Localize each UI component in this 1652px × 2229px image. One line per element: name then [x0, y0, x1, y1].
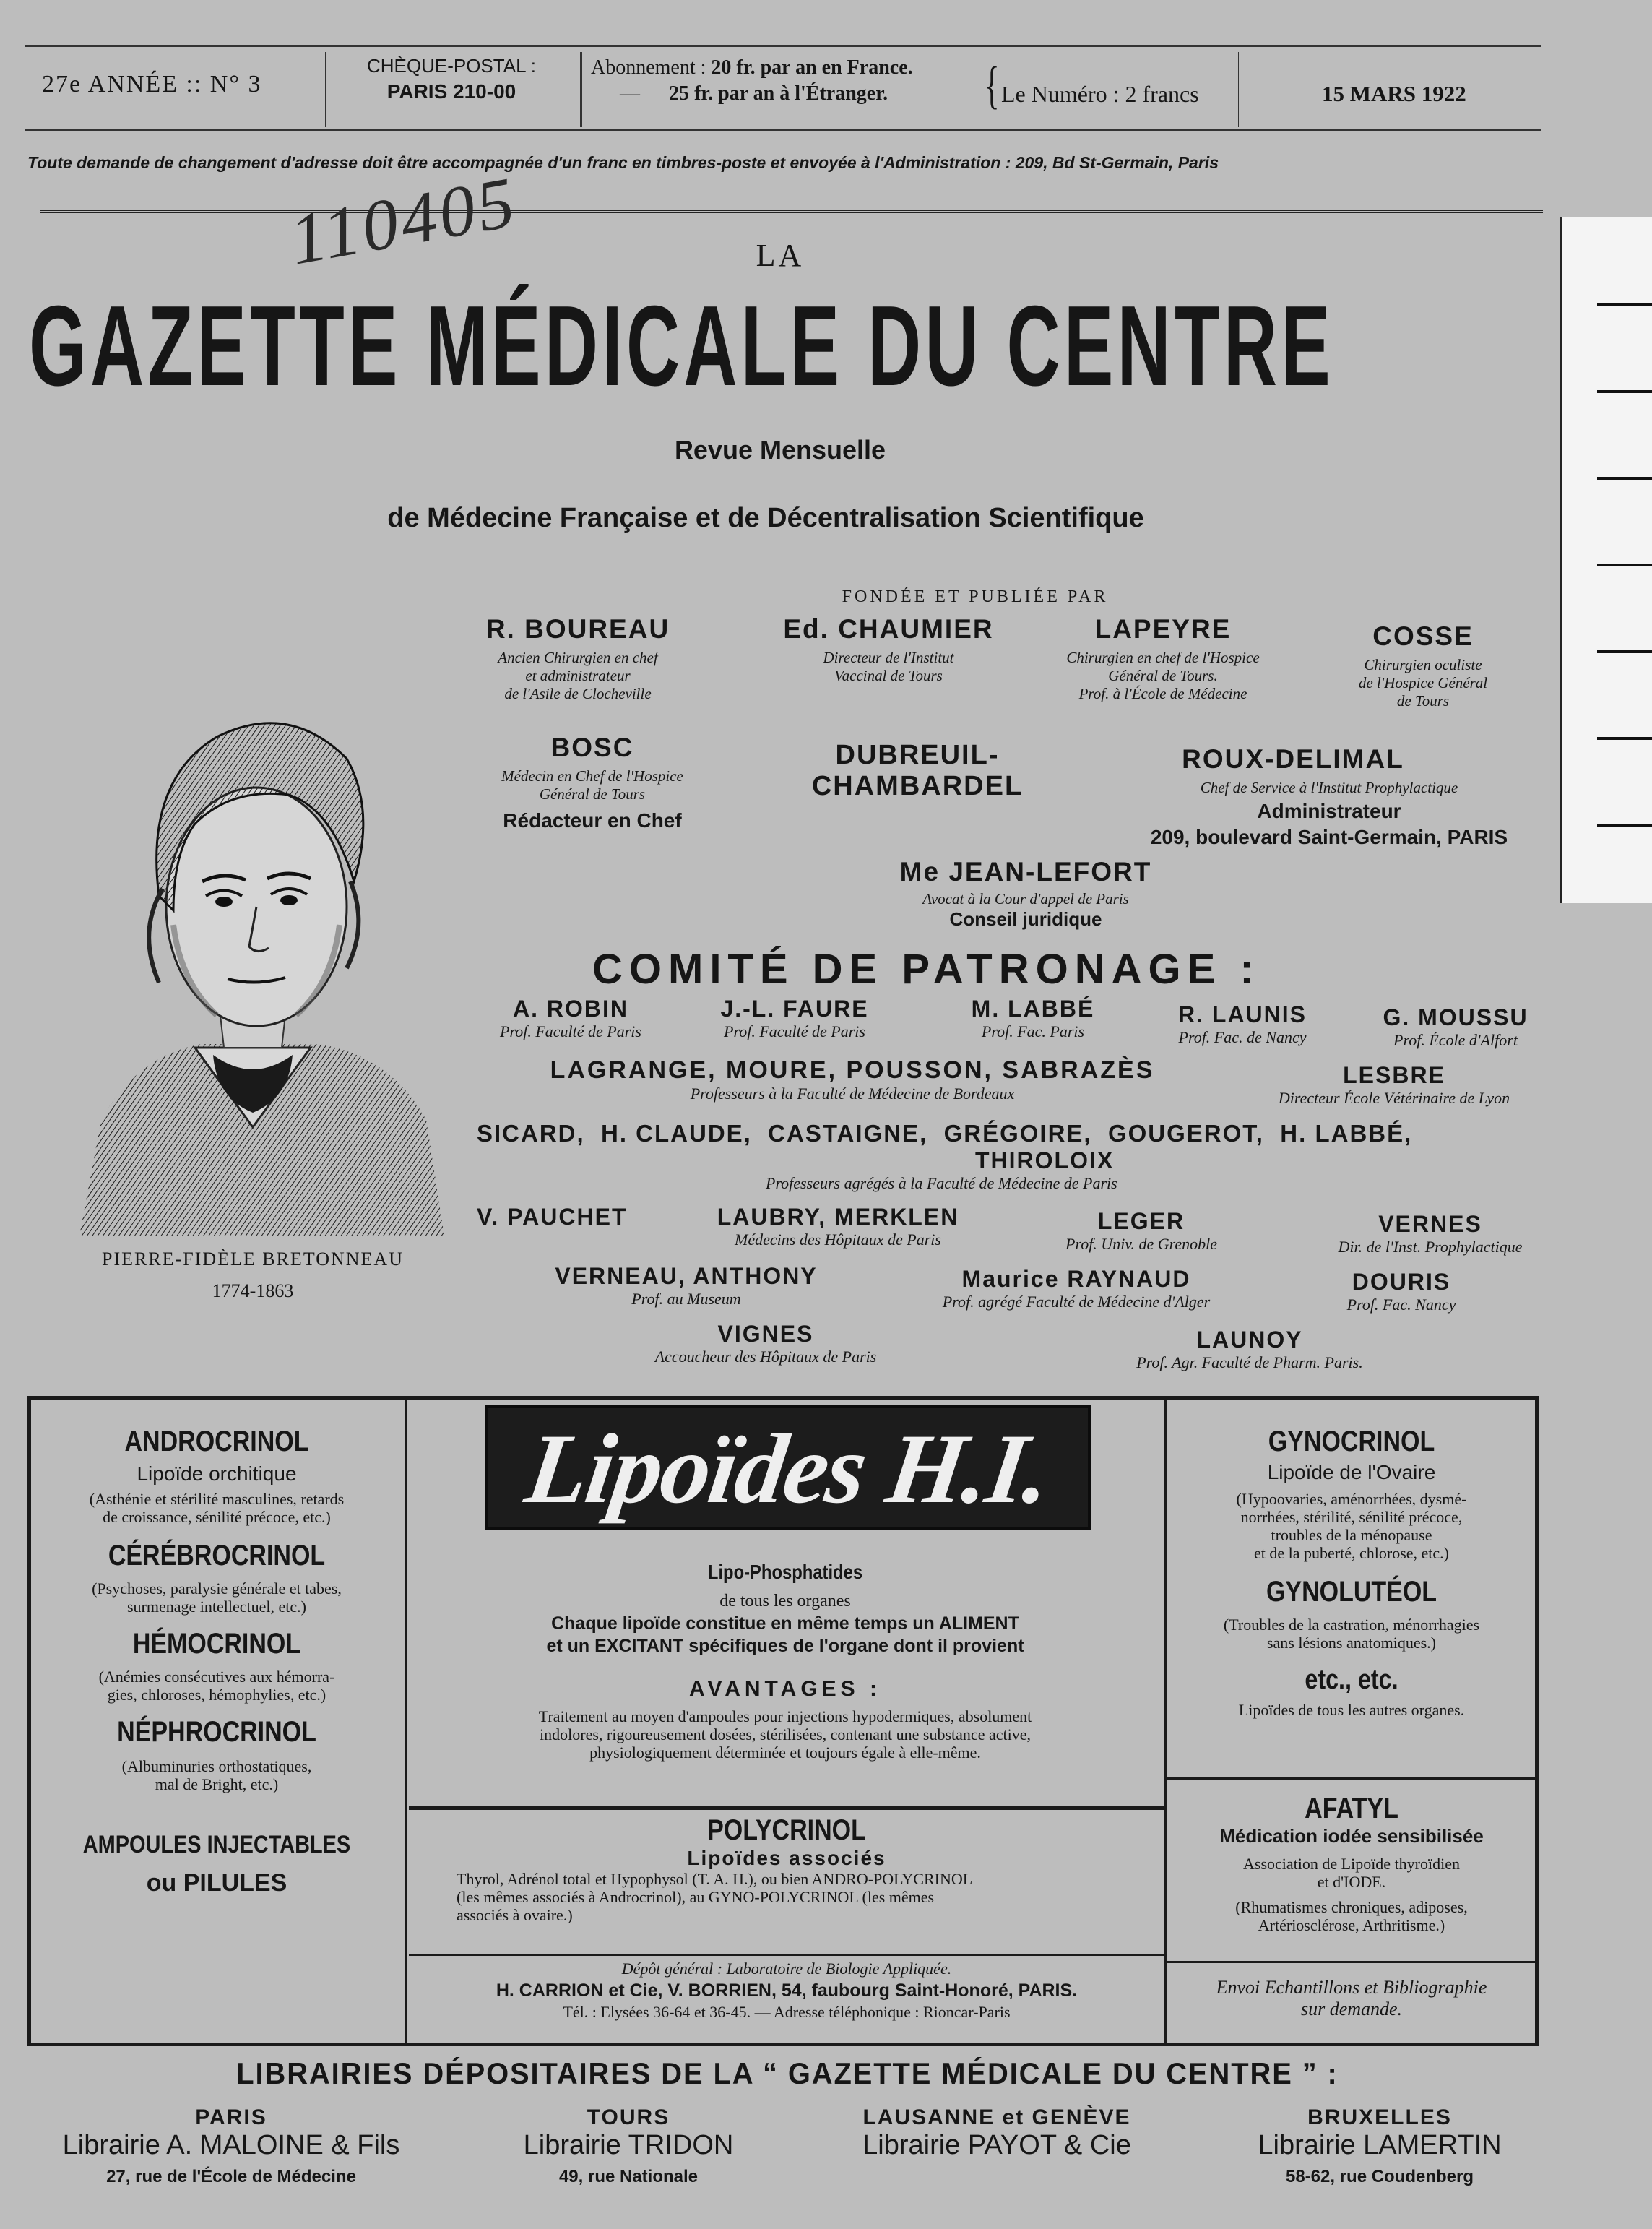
product-cerebrocrinol: CÉRÉBROCRINOL — [108, 1540, 326, 1571]
product-desc: troubles de la ménopause — [1271, 1526, 1432, 1544]
libraire-name: Librairie LAMERTIN — [1258, 2130, 1502, 2160]
product-desc: surmenage intellectuel, etc.) — [127, 1598, 306, 1616]
patron-desc: Prof. Univ. de Grenoble — [1065, 1235, 1217, 1253]
header-divider — [580, 52, 582, 127]
patron-desc: Prof. agrégé Faculté de Médecine d'Alger — [942, 1293, 1211, 1311]
admin-roux-delimal — [1098, 744, 1560, 849]
patron — [939, 996, 1127, 1041]
envoi-rule — [1167, 1961, 1536, 1963]
founder — [1033, 614, 1293, 703]
patron — [506, 1263, 867, 1308]
product-desc: (Hypoovaries, aménorrhées, dysmé- — [1236, 1490, 1467, 1508]
founded-label: FONDÉE ET PUBLIÉE PAR — [842, 587, 1109, 606]
afatyl-desc: (Rhumatismes chroniques, adiposes, — [1235, 1898, 1468, 1916]
patron — [874, 1266, 1279, 1311]
patron-name: LESBRE — [1343, 1062, 1445, 1088]
patron — [1351, 1004, 1560, 1050]
patron-group-bordeaux — [470, 1056, 1235, 1103]
depot-general: Dépôt général : Laboratoire de Biologie Appliquée. — [621, 1959, 952, 1978]
polycrinol-rule — [409, 1806, 1164, 1810]
patron — [477, 996, 665, 1041]
avantages-text: physiologiquement déterminée et toujours égale à elle-même. — [589, 1743, 981, 1762]
dubreuil-chambardel: DUBREUIL-CHAMBARDEL — [811, 740, 1024, 801]
patron-name: A. ROBIN — [513, 996, 628, 1022]
libraire-city: LAUSANNE et GENÈVE — [862, 2105, 1131, 2129]
patron-name: VERNEAU, ANTHONY — [555, 1263, 818, 1289]
abonnement — [591, 56, 995, 105]
patron — [686, 996, 903, 1041]
patron-desc: Prof. Agr. Faculté de Pharm. Paris. — [1136, 1353, 1363, 1371]
patron — [672, 1204, 1004, 1249]
patron-name: J.-L. FAURE — [720, 996, 869, 1022]
portrait-bretonneau — [72, 621, 448, 1236]
issue-number: 27e ANNÉE :: N° 3 — [42, 71, 262, 98]
product-gynocrinol: GYNOCRINOL — [1268, 1426, 1435, 1457]
patron-name: Maurice RAYNAUD — [961, 1266, 1191, 1292]
patron-desc: Directeur École Vétérinaire de Lyon — [1278, 1089, 1510, 1107]
cheque-postal — [332, 55, 571, 103]
patron-desc: Professeurs à la Faculté de Médecine de Bordeaux — [690, 1085, 1015, 1103]
afatyl-subtitle: Médication iodée sensibilisée — [1219, 1825, 1484, 1847]
product-desc: gies, chloroses, hémophylies, etc.) — [107, 1686, 326, 1704]
patron-name: M. LABBÉ — [971, 996, 1095, 1022]
founder-desc: Chirurgien en chef de l'Hospice — [1066, 649, 1260, 666]
patron-desc: Accoucheur des Hôpitaux de Paris — [654, 1348, 877, 1366]
product-desc: (Asthénie et stérilité masculines, retards — [89, 1490, 345, 1508]
avantages-text: indolores, rigoureusement dosées, stérilisées, contenant une substance active, — [540, 1725, 1031, 1743]
patron-names: SICARD, H. CLAUDE, CASTAIGNE, GRÉGOIRE, GOUGEROT, H. LABBÉ, — [477, 1120, 1413, 1147]
founder-desc: Général de Tours. — [1108, 667, 1218, 684]
patron — [1228, 1062, 1560, 1108]
envoi-text: Envoi Echantillons et Bibliographie — [1216, 1977, 1487, 1998]
masthead-title: GAZETTE MÉDICALE DU CENTRE — [29, 283, 1334, 410]
afatyl-block — [1169, 1792, 1534, 1934]
product-desc: sans lésions anatomiques.) — [1266, 1634, 1437, 1652]
avantages-text: Traitement au moyen d'ampoules pour injections hypodermiques, absolument — [538, 1707, 1032, 1725]
patron — [1084, 1327, 1416, 1372]
patron-name: VIGNES — [717, 1321, 814, 1347]
patron-names: LAGRANGE, MOURE, POUSSON, SABRAZÈS — [550, 1056, 1155, 1084]
founder — [455, 614, 701, 703]
founder-desc: de l'Asile de Clocheville — [504, 685, 652, 702]
depot-block — [409, 1959, 1164, 2021]
founder-desc: Vaccinal de Tours — [834, 667, 943, 684]
libraire-city: PARIS — [195, 2105, 267, 2129]
libraire-city: BRUXELLES — [1307, 2105, 1452, 2129]
libraire-address: 58-62, rue Coudenberg — [1285, 2167, 1474, 2186]
libraire-name: Librairie A. MALOINE & Fils — [62, 2130, 400, 2160]
staff-desc: Chef de Service à l'Institut Prophylactique — [1200, 779, 1458, 796]
product-subtitle: Lipoïde de l'Ovaire — [1267, 1461, 1436, 1483]
founder-name: LAPEYRE — [1094, 614, 1232, 644]
abonnement-dash: — — [620, 82, 640, 105]
patron-desc: Prof. Fac. Paris — [981, 1022, 1085, 1040]
patron-desc: Prof. Fac. de Nancy — [1178, 1028, 1307, 1046]
etc-desc: Lipoïdes de tous les autres organes. — [1238, 1701, 1465, 1719]
polycrinol-text: associés à ovaire.) — [457, 1906, 573, 1924]
founder-desc: et administrateur — [525, 667, 631, 684]
patron — [614, 1321, 917, 1366]
patron — [1300, 1211, 1560, 1256]
carrion-address: H. CARRION et Cie, V. BORRIEN, 54, faubourg Saint-Honoré, PARIS. — [496, 1980, 1078, 2001]
polycrinol-block — [409, 1814, 1164, 1924]
envoi-text: sur demande. — [1300, 1999, 1403, 2019]
notice-rule — [40, 210, 1543, 213]
patron-name: R. LAUNIS — [1178, 1001, 1307, 1027]
libraire-city: TOURS — [587, 2105, 670, 2129]
libraire-name: Librairie PAYOT & Cie — [862, 2130, 1131, 2160]
ad-right-column — [1169, 1425, 1534, 1719]
editor-bosc — [462, 733, 722, 832]
product-desc: (Troubles de la castration, ménorrhagies — [1223, 1616, 1480, 1634]
patron-desc: Prof. Faculté de Paris — [500, 1022, 641, 1040]
staff-role: Rédacteur en Chef — [503, 809, 682, 832]
patron-name: VERNES — [1378, 1211, 1482, 1237]
patron-name: V. PAUCHET — [477, 1204, 628, 1230]
header-bottom-rule — [25, 129, 1541, 131]
libraire — [29, 2105, 433, 2187]
libraire-name: Librairie TRIDON — [523, 2130, 734, 2160]
comite-heading: COMITÉ DE PATRONAGE : — [592, 946, 1260, 993]
founder-name: Ed. CHAUMIER — [783, 614, 994, 644]
masthead-la: LA — [756, 238, 805, 273]
counsel-jean-lefort — [867, 857, 1185, 931]
staff-address: 209, boulevard Saint-Germain, PARIS — [1150, 826, 1508, 848]
abonnement-etranger: 25 fr. par an à l'Étranger. — [669, 82, 888, 105]
scale-ticks — [1562, 217, 1652, 903]
staff-role: Administrateur — [1257, 800, 1401, 822]
staff-desc: Médecin en Chef de l'Hospice — [501, 767, 683, 785]
product-subtitle: Lipoïdes associés — [687, 1847, 886, 1869]
founder-desc: de l'Hospice Général — [1358, 674, 1488, 691]
staff-name: Me JEAN-LEFORT — [899, 857, 1152, 887]
patron-name: G. MOUSSU — [1383, 1004, 1528, 1030]
patron — [1141, 1001, 1344, 1047]
cheque-value: PARIS 210-00 — [386, 80, 516, 103]
brace-icon: { — [984, 56, 1000, 114]
libraires-heading: LIBRAIRIES DÉPOSITAIRES DE LA “ GAZETTE MÉDICALE DU CENTRE ” : — [236, 2056, 1339, 2090]
patron-names: THIROLOIX — [975, 1147, 1115, 1173]
etc-label: etc., etc. — [1305, 1665, 1398, 1695]
patron-desc: Professeurs agrégés à la Faculté de Médecine de Paris — [766, 1174, 1117, 1192]
pilules-label: ou PILULES — [146, 1869, 287, 1897]
patron-desc: Dir. de l'Inst. Prophylactique — [1338, 1238, 1523, 1256]
staff-role: Conseil juridique — [949, 908, 1102, 930]
product-desc: (Albuminuries orthostatiques, — [121, 1757, 312, 1775]
product-desc: (Psychoses, paralysie générale et tabes, — [92, 1579, 342, 1598]
abonnement-france: 20 fr. par an en France. — [711, 56, 913, 79]
polycrinol-text: Thyrol, Adrénol total et Hypophysol (T. A. H.), ou bien ANDRO-POLYCRINOL — [457, 1870, 973, 1888]
product-subtitle: Lipoïde orchitique — [137, 1462, 297, 1485]
libraire — [477, 2105, 780, 2187]
staff-desc: Général de Tours — [539, 785, 646, 803]
staff-name: BOSC — [550, 733, 634, 762]
founder-desc: de Tours — [1396, 692, 1450, 710]
masthead-subtitle: Revue Mensuelle — [674, 435, 886, 465]
inventory-number: 110405 — [283, 161, 523, 280]
patron-name: LAUNOY — [1196, 1327, 1303, 1353]
lipoides-logo-panel — [485, 1405, 1091, 1530]
libraire-address: 49, rue Nationale — [558, 2167, 699, 2186]
aliment-line: Chaque lipoïde constitue en même temps un ALIMENT — [551, 1613, 1019, 1634]
afatyl-rule — [1167, 1777, 1536, 1780]
patron-name: DOURIS — [1352, 1269, 1451, 1295]
patron-desc: Prof. École d'Alfort — [1393, 1031, 1518, 1049]
portrait-drawing — [72, 621, 448, 1236]
founder-desc: Ancien Chirurgien en chef — [498, 649, 658, 666]
product-desc: mal de Bright, etc.) — [155, 1775, 279, 1793]
patron — [1011, 1208, 1271, 1254]
afatyl-desc: Artériosclérose, Arthritisme.) — [1258, 1916, 1445, 1934]
patron-name: LAUBRY, MERKLEN — [717, 1204, 959, 1230]
patron-desc: Prof. au Museum — [631, 1290, 741, 1308]
staff-desc: Avocat à la Cour d'appel de Paris — [922, 890, 1129, 907]
scale-strip — [1560, 217, 1652, 903]
lipo-phosphatides: Lipo-Phosphatides — [707, 1561, 863, 1583]
founder-desc: Directeur de l'Institut — [823, 649, 954, 666]
header-top-rule — [25, 45, 1541, 47]
ad-divider-right — [1164, 1396, 1167, 2046]
tous-les-organes: de tous les organes — [719, 1592, 851, 1611]
abonnement-label: Abonnement : — [591, 56, 706, 79]
afatyl-desc: Association de Lipoïde thyroïdien — [1243, 1855, 1460, 1873]
product-androcrinol: ANDROCRINOL — [124, 1426, 309, 1457]
portrait-caption-years: 1774-1863 — [212, 1280, 294, 1301]
founder — [744, 614, 1033, 685]
patron-group-paris-agreges — [477, 1120, 1560, 1193]
issue-date: 15 MARS 1922 — [1322, 81, 1466, 106]
product-desc: de croissance, sénilité précoce, etc.) — [103, 1508, 331, 1526]
patron-name: LEGER — [1097, 1208, 1185, 1234]
founder-name: COSSE — [1372, 621, 1474, 651]
excitant-line: et un EXCITANT spécifiques de l'organe dont il provient — [546, 1636, 1024, 1656]
product-desc: (Anémies consécutives aux hémorra- — [98, 1668, 335, 1686]
product-gynoluteol: GYNOLUTÉOL — [1266, 1576, 1437, 1608]
address-notice: Toute demande de changement d'adresse doit être accompagnée d'un franc en timbres-poste et envoyée à l'Administration : 209, Bd St-Germain, Paris — [27, 153, 1219, 172]
founder-name: R. BOUREAU — [485, 614, 670, 644]
ad-divider-left — [405, 1396, 407, 2046]
header-divider — [1237, 52, 1239, 127]
product-desc: et de la puberté, chlorose, etc.) — [1254, 1544, 1449, 1562]
libraire — [1214, 2105, 1546, 2187]
patron — [477, 1204, 665, 1230]
product-polycrinol: POLYCRINOL — [707, 1814, 866, 1846]
product-hemocrinol: HÉMOCRINOL — [132, 1628, 301, 1660]
masthead-tagline: de Médecine Française et de Décentralisation Scientifique — [387, 503, 1144, 533]
founder — [1315, 621, 1531, 710]
envoi-block — [1169, 1977, 1534, 2020]
ampoules-label: AMPOULES INJECTABLES — [82, 1831, 351, 1858]
portrait-caption-name: PIERRE-FIDÈLE BRETONNEAU — [101, 1249, 404, 1269]
libraire-address: 27, rue de l'École de Médecine — [106, 2167, 356, 2186]
libraire — [809, 2105, 1185, 2161]
afatyl-desc: et d'IODE. — [1317, 1873, 1386, 1891]
product-afatyl: AFATYL — [1305, 1793, 1398, 1824]
patron-desc: Prof. Faculté de Paris — [724, 1022, 865, 1040]
ad-center-column — [409, 1561, 1162, 1762]
product-nephrocrinol: NÉPHROCRINOL — [117, 1716, 316, 1748]
lipoides-logo: Lipoïdes H.I. — [519, 1413, 1057, 1524]
header-divider — [324, 52, 326, 127]
polycrinol-text: (les mêmes associés à Androcrinol), au GYNO-POLYCRINOL (les mêmes — [457, 1888, 935, 1906]
product-desc: norrhées, stérilité, sénilité précoce, — [1240, 1508, 1463, 1526]
founder-desc: Chirurgien oculiste — [1364, 656, 1482, 673]
avantages-heading: AVANTAGES : — [689, 1677, 881, 1701]
ad-left-column — [32, 1425, 402, 1897]
cheque-label: CHÈQUE-POSTAL : — [366, 55, 537, 77]
staff-name: ROUX-DELIMAL — [1182, 744, 1404, 774]
numero-price: Le Numéro : 2 francs — [1001, 81, 1199, 107]
depot-rule — [409, 1954, 1164, 1956]
patron — [1293, 1269, 1510, 1314]
founder-desc: Prof. à l'École de Médecine — [1078, 685, 1247, 702]
patron-desc: Prof. Fac. Nancy — [1346, 1295, 1456, 1314]
patron-desc: Médecins des Hôpitaux de Paris — [735, 1230, 941, 1249]
telephone: Tél. : Elysées 36-64 et 36-45. — Adresse téléphonique : Rioncar-Paris — [563, 2003, 1011, 2021]
